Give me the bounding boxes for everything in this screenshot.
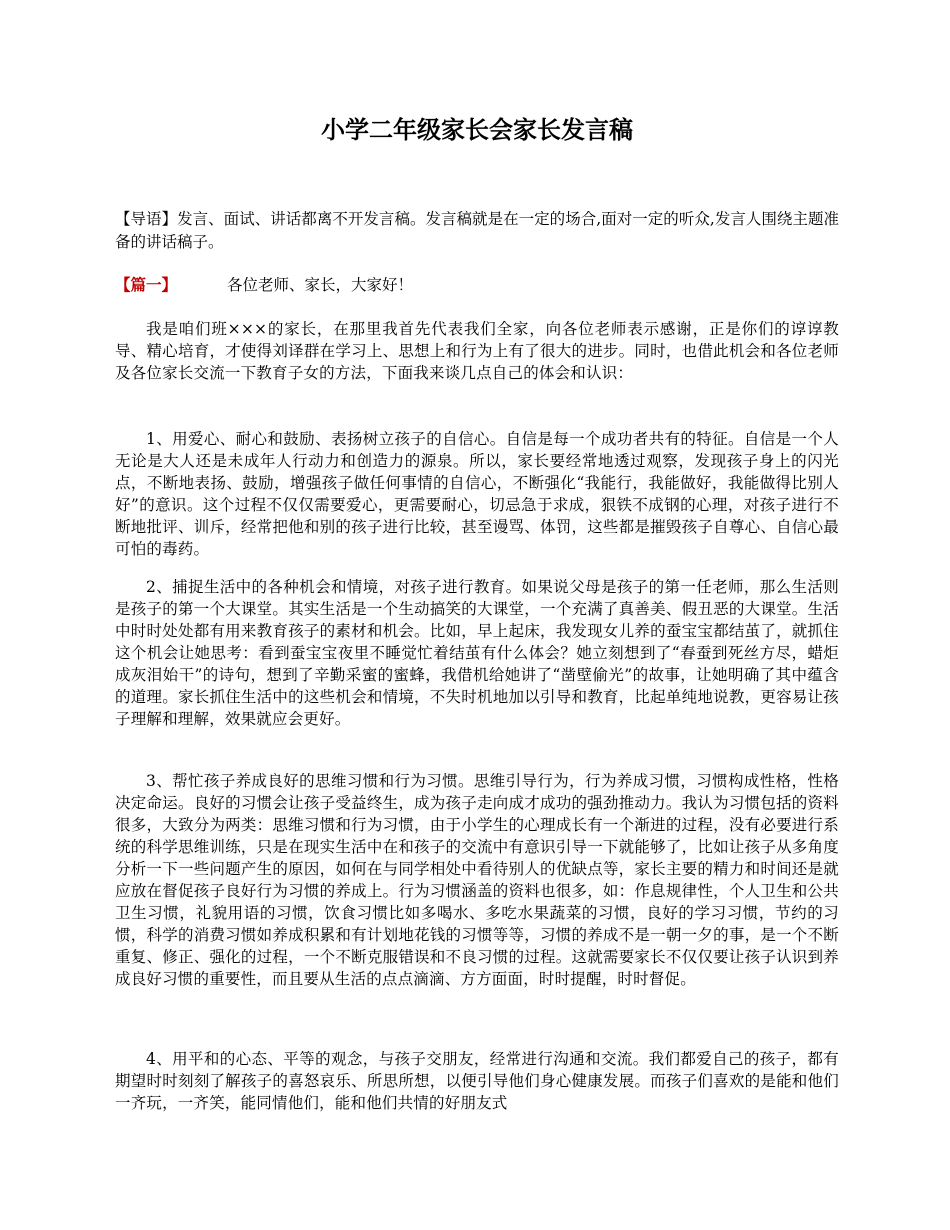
body-paragraph-point-1: 1、用爱心、耐心和鼓励、表扬树立孩子的自信心。自信是每一个成功者共有的特征。自信是一个人无论是大人还是未成年人行动力和创造力的源泉。所以，家长要经常地透过观察，发现孩子身上的闪光点，不断地表扬、鼓励，增强孩子做任何事情的自信心，不断强化“我能行，我能做好，我能做得比别人好”的意识。这个过程不仅仅需要爱心，更需要耐心，切忌急于求成，狠铁不成钢的心理，对孩子进行不断地批评、训斥，经常把他和别的孩子进行比较，甚至谩骂、体罚，这些都是摧毁孩子自尊心、自信心最可怕的毒药。 — [115, 430, 839, 558]
greeting-text: 各位老师、家长，大家好！ — [227, 276, 414, 294]
body-paragraph-point-3: 3、帮忙孩子养成良好的思维习惯和行为习惯。思维引导行为，行为养成习惯，习惯构成性格，性格决定命运。良好的习惯会让孩子受益终生，成为孩子走向成才成功的强劲推动力。我认为习惯包括的资料很多，大致分为两类：思维习惯和行为习惯，由于小学生的心理成长有一个渐进的过程，没有必要进行系统的科学思维训练，只是在现实生活中在和孩子的交流中有意识引导一下就能够了，比如让孩子从多角度分析一下一些问题产生的原因，如何在与同学相处中看待别人的优缺点等，家长主要的精力和时间还是就应放在督促孩子良好行为习惯的养成上。行为习惯涵盖的资料也很多，如：作息规律性，个人卫生和公共卫生习惯，礼貌用语的习惯，饮食习惯比如多喝水、多吃水果蔬菜的习惯，良好的学习习惯，节约的习惯，科学的消费习惯如养成积累和有计划地花钱的习惯等等，习惯的养成不是一朝一夕的事，是一个不断重复、修正、强化的过程，一个不断克服错误和不良习惯的过程。这就需要家长不仅仅要让孩子认识到养成良好习惯的重要性，而且要从生活的点点滴滴、方方面面，时时提醒，时时督促。 — [115, 772, 839, 988]
section-heading-line — [115, 274, 839, 297]
body-paragraph-introduction: 我是咱们班×××的家长，在那里我首先代表我们全家，向各位老师表示感谢，正是你们的谆谆教导、精心培育，才使得刘译群在学习上、思想上和行为上有了很大的进步。同时，也借此机会和各位老师及各位家长交流一下教育子女的方法，下面我来谈几点自己的体会和认识： — [115, 320, 839, 382]
body-paragraph-point-2: 2、捕捉生活中的各种机会和情境，对孩子进行教育。如果说父母是孩子的第一任老师，那么生活则是孩子的第一个大课堂。其实生活是一个生动搞笑的大课堂，一个充满了真善美、假丑恶的大课堂。生活中时时处处都有用来教育孩子的素材和机会。比如，早上起床，我发现女儿养的蚕宝宝都结茧了，就抓住这个机会让她思考：看到蚕宝宝夜里不睡觉忙着结茧有什么体会？她立刻想到了“春蚕到死丝方尽，蜡炬成灰泪始干”的诗句，想到了辛勤采蜜的蜜蜂，我借机给她讲了“凿壁偷光”的故事，让她明确了其中蕴含的道理。家长抓住生活中的这些机会和情境，不失时机地加以引导和教育，比起单纯地说教，更容易让孩子理解和理解，效果就应会更好。 — [115, 578, 839, 728]
body-paragraph-point-4: 4、用平和的心态、平等的观念，与孩子交朋友，经常进行沟通和交流。我们都爱自己的孩子，都有期望时时刻刻了解孩子的喜怒哀乐、所思所想，以便引导他们身心健康发展。而孩子们喜欢的是能和他们一齐玩，一齐笑，能同情他们，能和他们共情的好朋友式 — [115, 1050, 839, 1112]
document-title: 小学二年级家长会家长发言稿 — [321, 116, 633, 144]
intro-paragraph: 【导语】发言、面试、讲话都离不开发言稿。发言稿就是在一定的场合,面对一定的听众,发言人围绕主题准备的讲话稿子。 — [115, 210, 839, 251]
section-label: 【篇一】 — [115, 276, 178, 294]
